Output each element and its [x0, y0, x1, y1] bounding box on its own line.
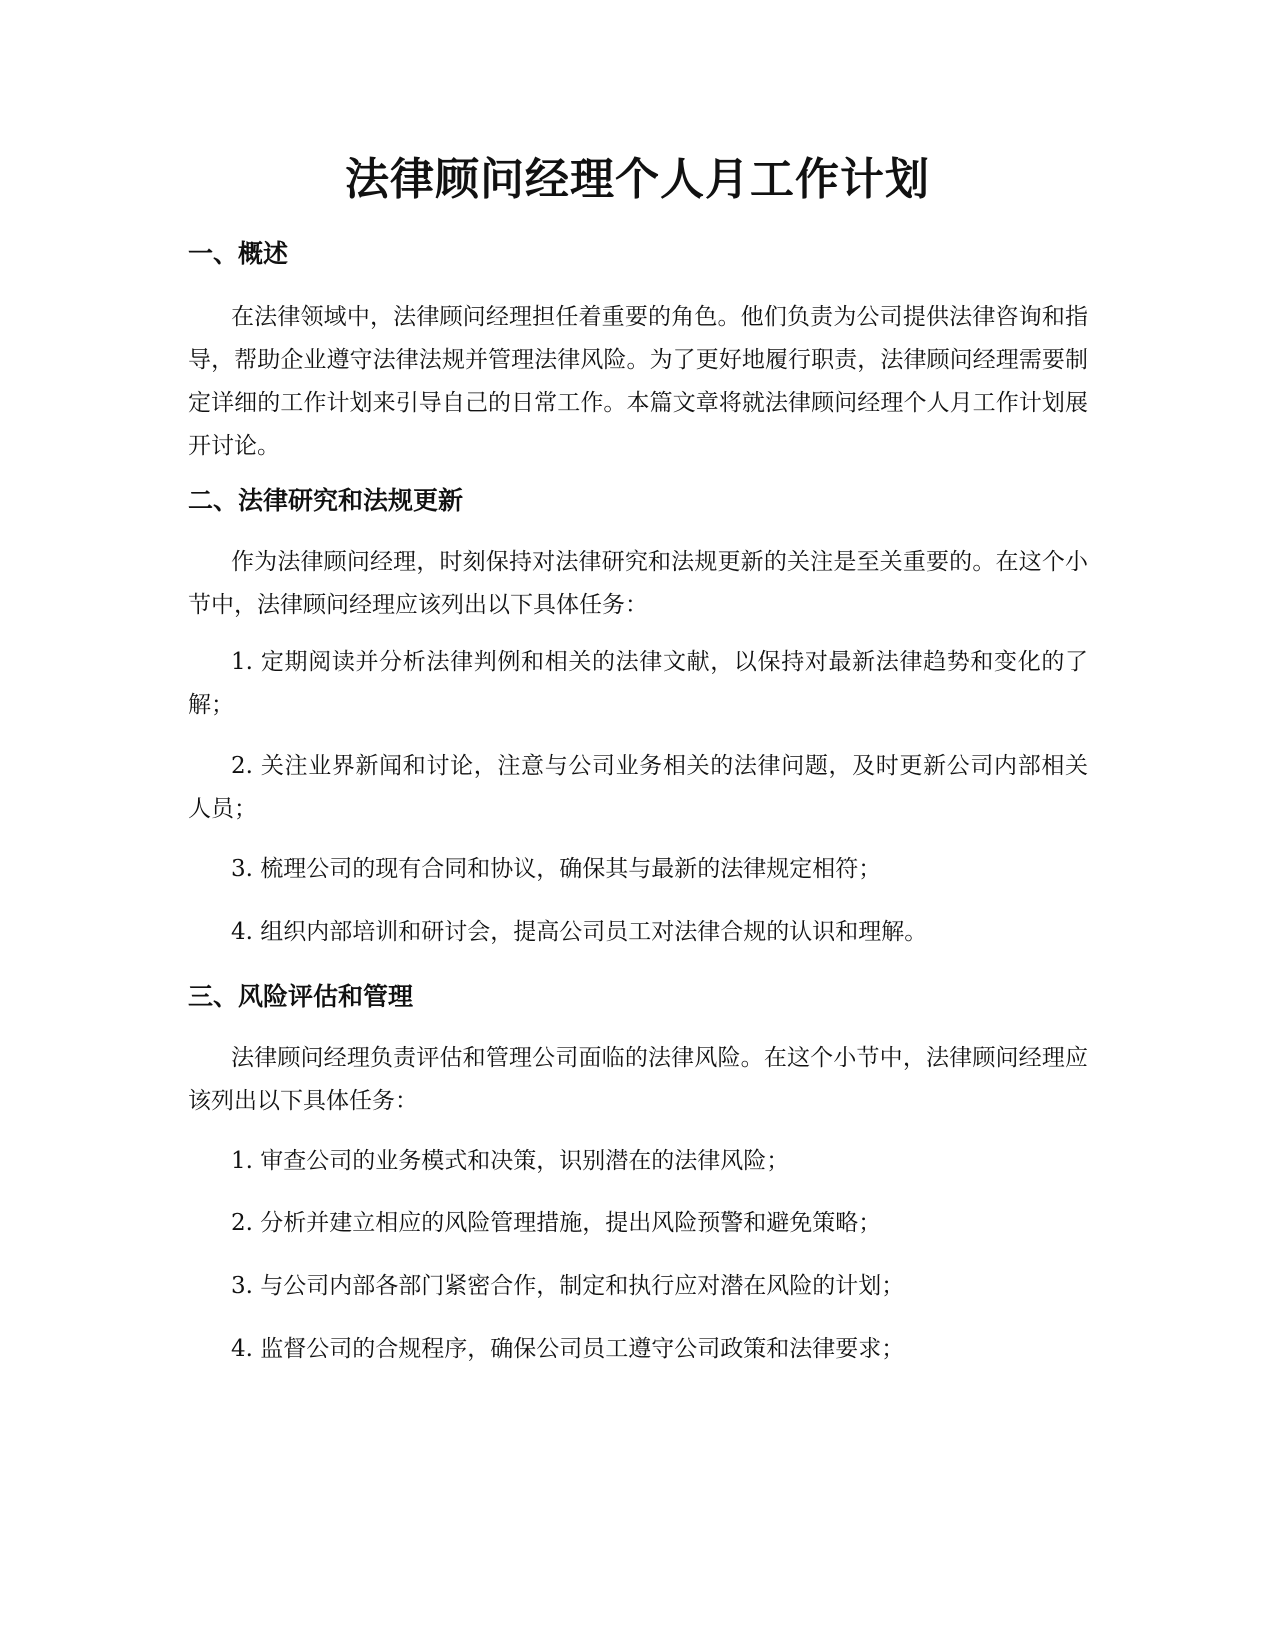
list-item: 4. 监督公司的合规程序，确保公司员工遵守公司政策和法律要求；: [231, 1336, 905, 1362]
section-heading: 一、概述: [188, 239, 289, 268]
paragraph: 作为法律顾问经理，时刻保持对法律研究和法规更新的关注是至关重要的。在这个小节中，法律顾问经理应该列出以下具体任务：: [188, 549, 1088, 618]
section-heading: 二、法律研究和法规更新: [188, 486, 464, 515]
list-item: 2. 关注业界新闻和讨论，注意与公司业务相关的法律问题，及时更新公司内部相关人员；: [188, 753, 1088, 822]
list-item: 1. 审查公司的业务模式和决策，识别潜在的法律风险；: [231, 1148, 790, 1174]
section-heading: 三、风险评估和管理: [188, 982, 414, 1011]
document-title: 法律顾问经理个人月工作计划: [345, 154, 930, 205]
list-item: 4. 组织内部培训和研讨会，提高公司员工对法律合规的认识和理解。: [231, 919, 928, 945]
list-item: 2. 分析并建立相应的风险管理措施，提出风险预警和避免策略；: [231, 1210, 882, 1236]
list-item: 1. 定期阅读并分析法律判例和相关的法律文献，以保持对最新法律趋势和变化的了解；: [188, 649, 1088, 718]
list-item: 3. 与公司内部各部门紧密合作，制定和执行应对潜在风险的计划；: [231, 1273, 905, 1299]
paragraph: 在法律领域中，法律顾问经理担任着重要的角色。他们负责为公司提供法律咨询和指导，帮助企业遵守法律法规并管理法律风险。为了更好地履行职责，法律顾问经理需要制定详细的工作计划来引导自己的日常工作。本篇文章将就法律顾问经理个人月工作计划展开讨论。: [188, 304, 1088, 459]
list-item: 3. 梳理公司的现有合同和协议，确保其与最新的法律规定相符；: [231, 856, 882, 882]
paragraph: 法律顾问经理负责评估和管理公司面临的法律风险。在这个小节中，法律顾问经理应该列出以下具体任务：: [188, 1045, 1088, 1114]
